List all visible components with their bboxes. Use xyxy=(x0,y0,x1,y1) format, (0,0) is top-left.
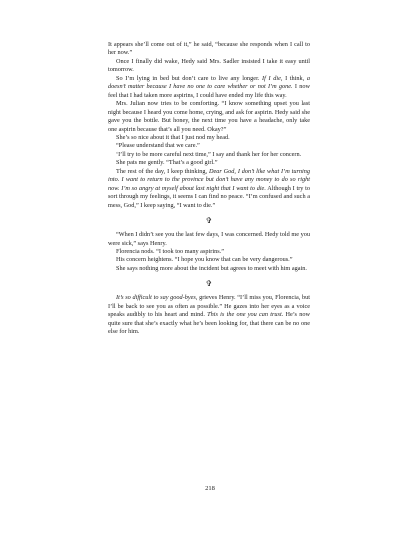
paragraph: So I’m lying in bed but don’t care to live any longer. If I die, I think, a doesn’t matter because I have no one to care whether or not I’m gone. I now feel that I had taken more aspirins, I could have ended my life this way. xyxy=(108,74,310,99)
paragraph: ‘I’ll try to be more careful next time,” I say and thank her for her concern. xyxy=(116,150,302,158)
paragraph: It appears she’ll come out of it,” he said, “because she responds when I call to her now.” xyxy=(108,41,310,57)
paragraph: She pats me gently. “That’s a good girl.” xyxy=(116,159,218,167)
paragraph: Mrs. Julian now tries to be comforting. “I know something upset you last night because I heard you come home, crying, and ask for aspirin. Hedy said she gave you the bottle. But honey, the next time you have a headache, only take one aspirin because that’s all you need. Okay?” xyxy=(108,100,310,133)
section-1 xyxy=(108,41,310,210)
section-break-ornament: ✞ xyxy=(205,279,213,289)
paragraph: The rest of the day, I keep thinking, Dear God, I don’t like what I’m turning into. I want to return to the province but don’t have any money to do so right now. I’m so angry at myself about last night that I want to die. Although I try to sort through my feelings, it seems I can find no peace. “I’m confused and such a mess, God,” I keep saying, “I want to die.” xyxy=(108,167,311,209)
page-number: 218 xyxy=(205,485,215,492)
italic-text: a doesn’t matter because I have no one to care whether or not I’m gone. xyxy=(108,74,310,91)
paragraph: “Please understand that we care.” xyxy=(116,142,200,150)
paragraph: Once I finally did wake, Hedy said Mrs. Sadler insisted I take it easy until tomorrow. xyxy=(108,57,310,74)
italic-text: If I die, xyxy=(262,74,283,82)
paragraph: She says nothing more about the incident but agrees to meet with him again. xyxy=(116,264,307,272)
section-break-ornament: ✞ xyxy=(205,216,213,226)
paragraph: His concern heightens. “I hope you know that can be very dangerous.” xyxy=(116,256,293,264)
section-3 xyxy=(108,294,310,336)
paragraph: It’s so difficult to say good-byes, grieves Henry. “I’ll miss you, Florencia, but I’ll be back to see you as often as possible.” He gazes into her eyes as a voice speaks audibly to his heart and mind. This is the one you can trust. He’s now quite sure that she’s exactly what he’s been looking for, that there can be no one else for him. xyxy=(108,294,310,336)
italic-text: Dear God, I don’t like what I’m turning into. I want to return to the province but don’t have any money to do so right now. I’m so angry at myself about last night that I want to die. xyxy=(108,167,311,192)
paragraph: “When I didn’t see you the last few days, I was concerned. Hedy told me you were sick,” says Henry. xyxy=(108,231,310,247)
italic-text: It’s so difficult to say good-byes, xyxy=(116,294,198,302)
paragraph: Florencia nods. “I took too many aspirins.” xyxy=(116,247,224,255)
body-text xyxy=(108,41,310,337)
section-2 xyxy=(108,231,310,273)
paragraph: She’s so nice about it that I just nod my head. xyxy=(116,133,230,141)
italic-text: This is the one you can trust. xyxy=(207,311,284,319)
